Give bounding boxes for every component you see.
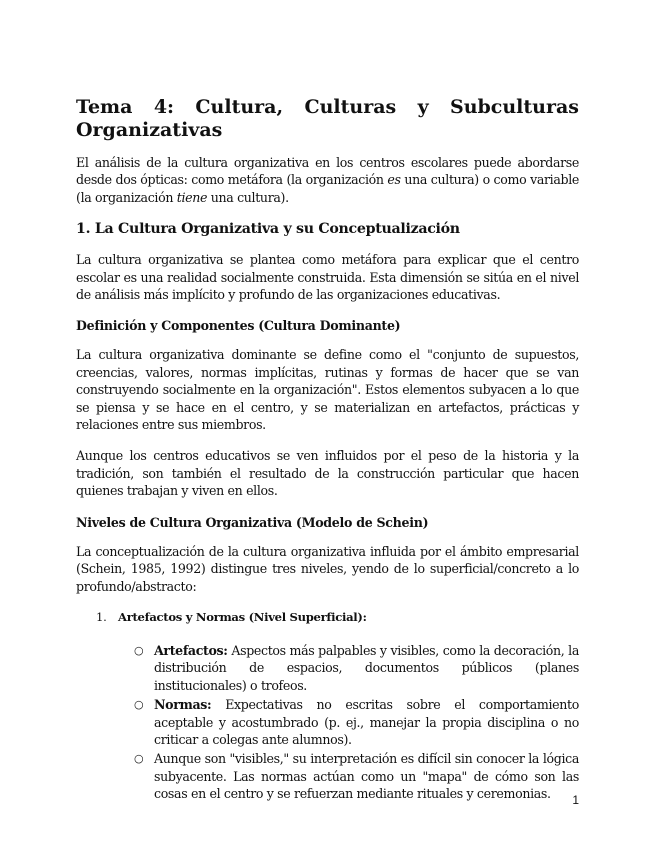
intro-text-3: una cultura). <box>207 189 289 205</box>
list-item-interpretacion <box>134 750 579 802</box>
bullet-term: Normas: <box>154 697 212 713</box>
list-item-artefactos <box>134 642 579 694</box>
hollow-circle-bullet-icon: ○ <box>134 698 144 712</box>
intro-emphasis-tiene: tiene <box>176 189 208 205</box>
page-number: 1 <box>572 793 579 807</box>
subheading-niveles-schein: Niveles de Cultura Organizativa (Modelo de Schein) <box>76 514 429 530</box>
sub-bullet-list <box>134 642 579 803</box>
intro-emphasis-es: es <box>387 172 401 188</box>
bullet-text: Expectativas no escritas sobre el comportamiento aceptable y acostumbrado (p. ej., manejar la propia disciplina o no criticar a colegas ante alumnos). <box>154 697 579 747</box>
numbered-item-label: Artefactos y Normas (Nivel Superficial): <box>118 609 367 624</box>
levels-paragraph: La conceptualización de la cultura organizativa influida por el ámbito empresarial (Schein, 1985, 1992) distingue tres niveles, yendo de lo superficial/concreto a lo profundo/abstracto: <box>76 543 579 594</box>
intro-text-2: una cultura) o como variable (la organización <box>76 172 579 205</box>
intro-paragraph <box>76 154 579 206</box>
hollow-circle-bullet-icon: ○ <box>134 643 144 657</box>
numbered-item-artefactos <box>96 609 579 626</box>
list-number: 1. <box>96 609 107 624</box>
list-item-normas <box>134 696 579 748</box>
hollow-circle-bullet-icon: ○ <box>134 752 144 766</box>
section1-paragraph: La cultura organizativa se plantea como metáfora para explicar que el centro escolar es una realidad socialmente construida. Esta dimensión se sitúa en el nivel de análisis más implícito y profundo de las organizaciones educativas. <box>76 252 579 303</box>
subheading-definicion: Definición y Componentes (Cultura Dominante) <box>76 318 401 334</box>
definition-paragraph-2: Aunque los centros educativos se ven influidos por el peso de la historia y la tradición, son también el resultado de la construcción particular que hacen quienes trabajan y viven en ellos. <box>76 448 579 499</box>
page-content <box>76 96 579 805</box>
bullet-text: Aspectos más palpables y visibles, como la decoración, la distribución de espacios, documentos públicos (planes institucionales) o trofeos. <box>154 642 579 693</box>
bullet-term: Artefactos: <box>154 642 228 658</box>
section-heading-conceptualizacion: 1. La Cultura Organizativa y su Conceptualización <box>76 221 460 238</box>
bullet-text: Aunque son "visibles," su interpretación es difícil sin conocer la lógica subyacente. Las normas actúan como un "mapa" de cómo son las cosas en el centro y se refuerzan mediante rituales y ceremonias. <box>154 751 579 802</box>
definition-paragraph-1: La cultura organizativa dominante se define como el "conjunto de supuestos, creencias, valores, normas implícitas, rutinas y formas de hacer que se van construyendo socialmente en la organización". Estos elementos subyacen a lo que se piensa y se hace en el centro, y se materializan en artefactos, prácticas y relaciones entre sus miembros. <box>76 347 579 433</box>
intro-text-1: El análisis de la cultura organizativa en los centros escolares puede abordarse desde dos ópticas: como metáfora (la organización <box>76 155 579 188</box>
document-title: Tema 4: Cultura, Culturas y Subculturas Organizativas <box>76 96 579 141</box>
